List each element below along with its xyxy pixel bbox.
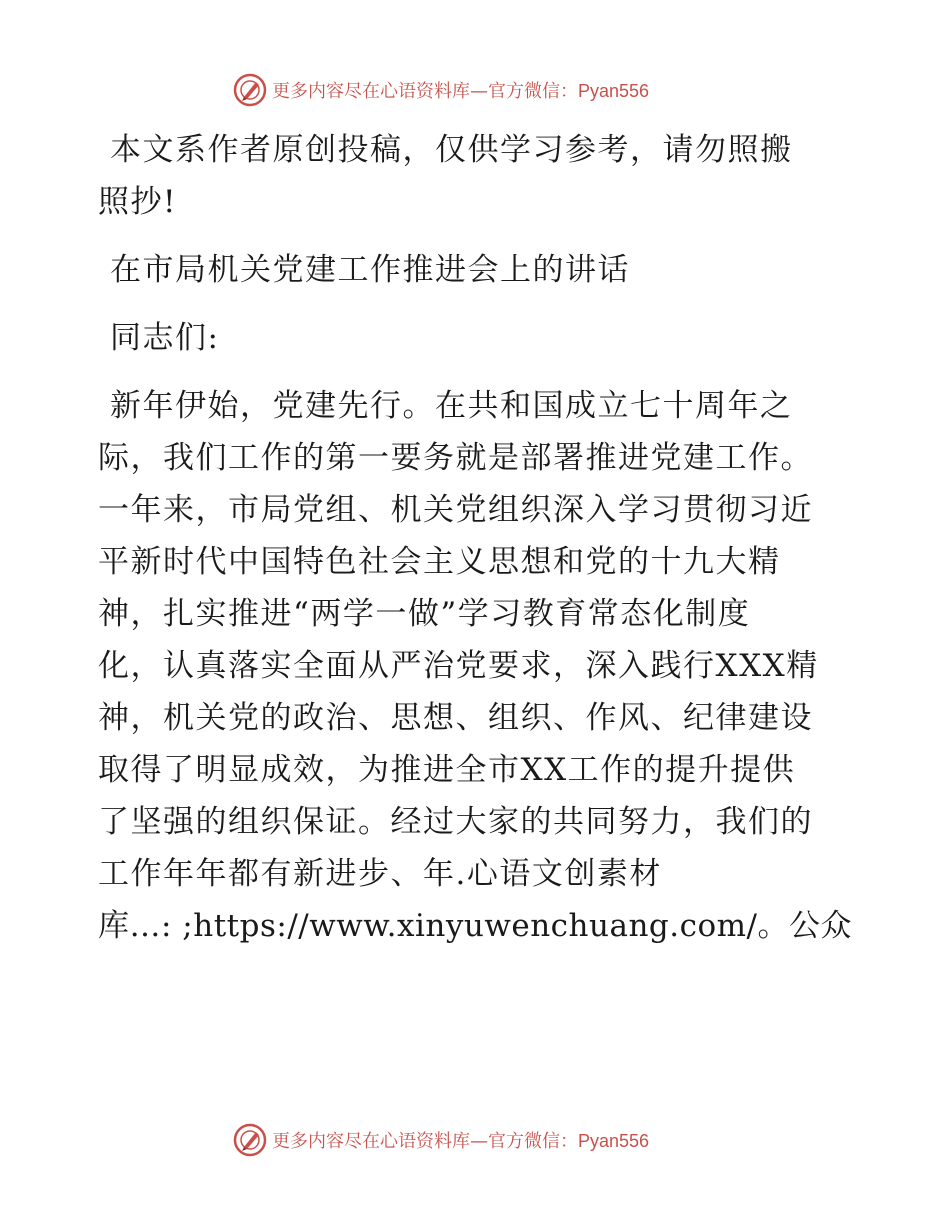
header-watermark	[232, 70, 649, 110]
body-line-link: 库…: ;https://www.xinyuwenchuang.com/。公众	[98, 908, 852, 944]
watermark-text: 更多内容尽在心语资料库—官方微信：Pyan556	[272, 81, 650, 102]
body-line: 一年来，市局党组、机关党组织深入学习贯彻习近	[98, 492, 813, 528]
body-line: 取得了明显成效，为推进全市XX工作的提升提供	[98, 752, 796, 788]
body-line: 工作年年都有新进步、年.心语文创素材	[98, 856, 662, 892]
watermark-text: 更多内容尽在心语资料库—官方微信：Pyan556	[272, 1131, 650, 1152]
body-line: 了坚强的组织保证。经过大家的共同努力，我们的	[98, 804, 813, 840]
body-line: 化，认真落实全面从严治党要求，深入践行XXX精	[98, 648, 819, 684]
pen-circle-logo-icon	[232, 72, 268, 108]
body-line: 平新时代中国特色社会主义思想和党的十九大精	[98, 544, 781, 580]
body-line: 神，机关党的政治、思想、组织、作风、纪律建设	[98, 700, 813, 736]
pen-circle-logo-icon	[232, 1122, 268, 1158]
speech-title: 在市局机关党建工作推进会上的讲话	[110, 252, 630, 288]
footer-watermark	[232, 1120, 649, 1160]
body-line: 际，我们工作的第一要务就是部署推进党建工作。	[98, 440, 813, 476]
notice-line: 本文系作者原创投稿，仅供学习参考，请勿照搬	[110, 132, 793, 168]
body-line: 新年伊始，党建先行。在共和国成立七十周年之	[110, 388, 793, 424]
notice-line: 照抄!	[98, 184, 177, 220]
document-body	[98, 124, 858, 952]
body-line: 神，扎实推进“两学一做”学习教育常态化制度	[98, 596, 751, 632]
salutation: 同志们:	[110, 320, 220, 356]
